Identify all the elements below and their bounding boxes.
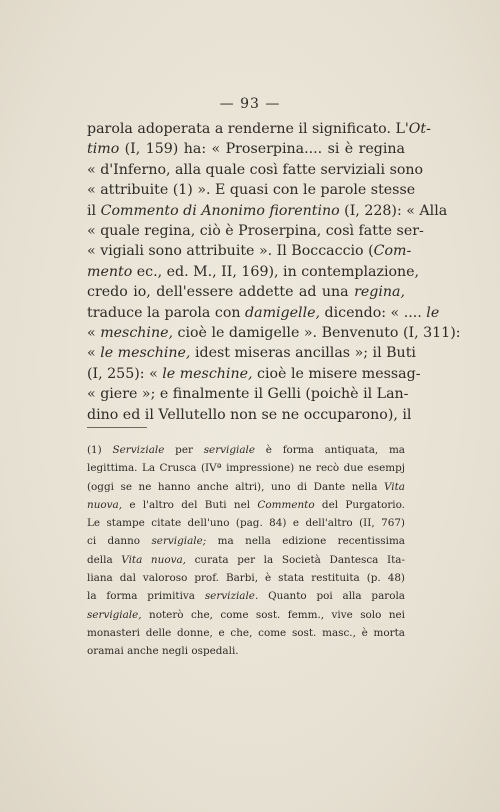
footnote-line [87,532,405,550]
footnote-rule [87,427,147,428]
text-segment: (I, 159) ha: « Proserpina.... si è regina [119,141,405,158]
text-segment: dino ed il Vellutello non se ne occuparono), il [87,406,412,423]
footnote-line [87,624,405,642]
text-segment: curata per la Società Dantesca Ita- [185,553,406,566]
page-number: — 93 — [219,96,281,112]
text-segment: credo io, dell'essere addette ad una [87,284,355,301]
footnote-line [87,606,405,624]
text-segment: il [87,202,101,219]
text-segment: (I, 255): « [87,365,163,382]
text-segment: (I, 228): « Alla [339,202,448,219]
text-segment: è forma antiquata, ma [255,444,406,456]
footnote-line [87,478,405,496]
text-segment: (1) [87,444,113,456]
text-segment: del Purgatorio. [314,498,405,511]
text-segment: Ot- [408,121,431,137]
text-segment: Serviziale [112,444,165,456]
text-segment: traduce la parola con [87,304,246,321]
text-line [87,303,440,323]
text-segment: « [87,345,101,362]
text-segment: idest miseras ancillas »; il Buti [190,345,416,362]
main-text [87,119,461,425]
footnote-line [87,459,405,477]
text-segment: « d'Inferno, alla quale così fatte serviziali sono [87,161,424,178]
text-line [87,180,416,200]
footnote-line [87,514,405,532]
text-segment: Commento [257,498,315,511]
footnote [87,441,405,661]
text-segment: monasteri delle donne, e che, come sost. masc., è morta [87,626,405,639]
text-segment: liana dal valoroso prof. Barbi, è stata restituita (p. 48) [87,572,405,585]
text-segment: Quanto poi alla parola [258,590,406,603]
footnote-line [87,441,405,459]
text-segment: Vita [383,480,405,493]
text-segment: serviziale. [204,590,259,603]
text-segment: servigiale [203,444,256,456]
text-segment: le [426,304,440,321]
text-line [87,384,409,404]
text-line [87,119,431,139]
text-segment: mento [87,263,133,280]
text-segment: « attribuite (1) ». E quasi con le parole stesse [87,182,416,199]
text-segment: dicendo: « .... [320,304,427,321]
text-segment: oramai anche negli ospedali. [87,645,239,658]
text-segment: per [164,444,204,456]
footnote-line [87,587,405,605]
text-line [87,221,424,241]
text-segment: Vita nuova, [121,553,186,566]
text-segment: « vigiali sono attribuite ». Il Boccaccio ( [87,243,374,260]
footnote-line [87,569,405,587]
text-segment: servigiale, [87,608,142,621]
text-segment: la forma primitiva [87,590,205,603]
text-segment: cioè le misere messag- [252,365,421,382]
text-line [87,241,412,261]
text-segment: ec., ed. M., II, 169), in contemplazione, [132,263,420,280]
text-segment: parola adoperata a renderne il significato. L' [87,121,409,137]
text-segment: cioè le damigelle ». Benvenuto (I, 311): [173,325,461,342]
text-line [87,343,416,363]
text-segment: « [87,325,101,342]
text-segment: regina, [354,284,405,301]
text-segment: legittima. La Crusca (IVª impressione) ne recò due esempj [87,462,405,475]
text-line [87,160,424,180]
text-segment: le meschine, [162,365,253,382]
text-line [87,323,461,343]
text-segment: noterò che, come sost. femm., vive solo nei [141,608,405,621]
text-segment: nuova, [87,498,123,511]
text-segment: Com- [373,243,412,260]
footnote-line [87,642,405,660]
text-line [87,282,405,302]
text-segment: servigiale; [151,535,207,548]
text-segment: ma nella edizione recentissima [206,535,405,548]
text-segment: ci danno [87,535,152,548]
text-segment: « giere »; e finalmente il Gelli (poichè il Lan- [87,386,409,403]
text-line [87,405,412,425]
text-segment: e l'altro del Buti nel [122,498,258,511]
text-line [87,364,421,384]
text-segment: « quale regina, ciò è Proserpina, così fatte ser- [87,223,424,240]
text-line [87,201,448,221]
text-line [87,262,420,282]
footnote-line [87,496,405,514]
text-line [87,139,405,159]
text-segment: (oggi se ne hanno anche altri), uno di Dante nella [87,480,384,493]
text-segment: Commento di Anonimo fiorentino [100,202,340,219]
text-segment: damigelle, [245,304,321,321]
text-segment: timo [87,141,120,158]
footnote-line [87,551,405,569]
text-segment: Le stampe citate dell'uno (pag. 84) e dell'altro (II, 767) [87,517,405,530]
text-segment: della [87,553,122,566]
text-segment: meschine, [100,325,173,342]
text-segment: le meschine, [100,345,191,362]
